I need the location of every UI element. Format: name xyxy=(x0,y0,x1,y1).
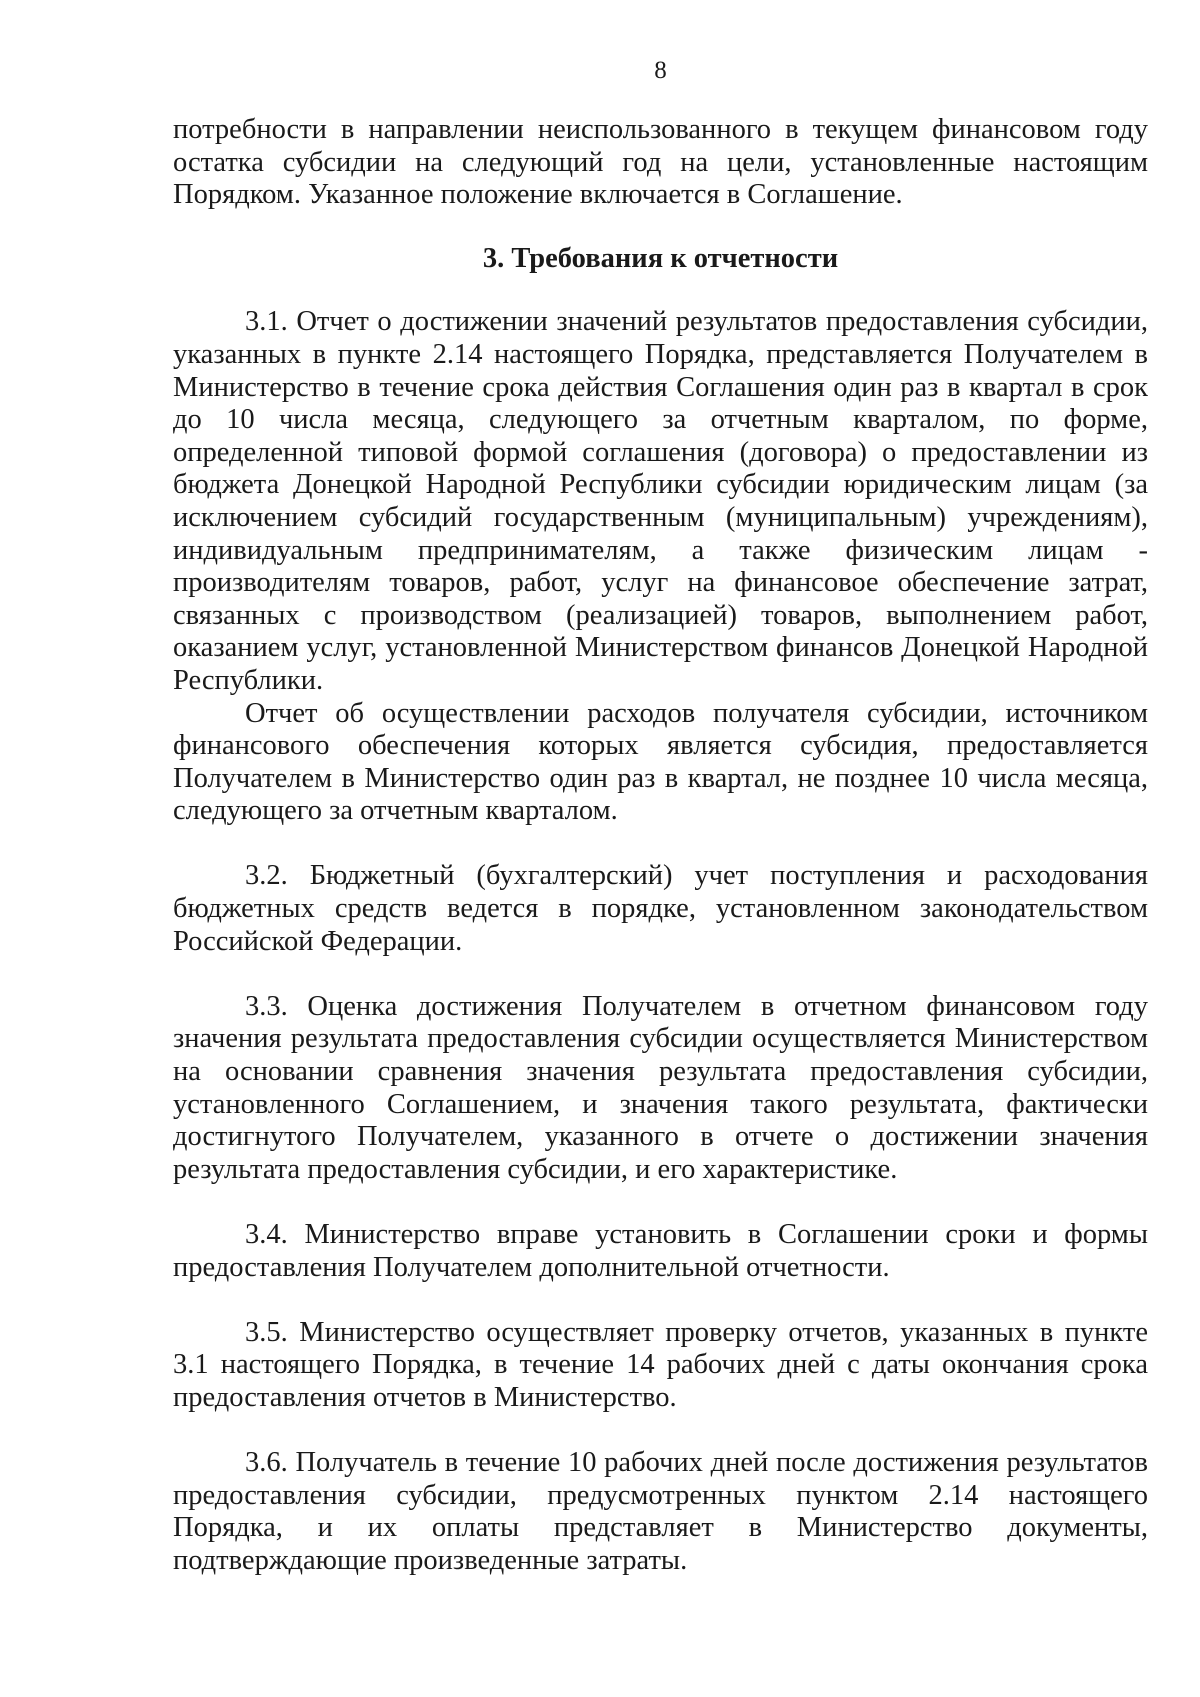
paragraph-3-4: 3.4. Министерство вправе установить в Соглашении сроки и формы предоставления Получателем дополнительной отчетности. xyxy=(173,1219,1148,1283)
paragraph-3-5: 3.5. Министерство осуществляет проверку отчетов, указанных в пункте 3.1 настоящего Порядка, в течение 14 рабочих дней с даты окончания срока предоставления отчетов в Министерство. xyxy=(173,1316,1148,1413)
paragraph-3-2: 3.2. Бюджетный (бухгалтерский) учет поступления и расходования бюджетных средств ведется в порядке, установленном законодательством Российской Федерации. xyxy=(173,860,1148,957)
intro-paragraph: потребности в направлении неиспользованного в текущем финансовом году остатка субсидии на следующий год на цели, установленные настоящим Порядком. Указанное положение включается в Соглашение. xyxy=(173,114,1148,211)
paragraph-3-3: 3.3. Оценка достижения Получателем в отчетном финансовом году значения результата предоставления субсидии осуществляется Министерством на основании сравнения значения результата предоставления субсидии, установленного Соглашением, и значения такого результата, фактически достигнутого Получателем, указанного в отчете о достижении значения результата предоставления субсидии, и его характеристике. xyxy=(173,990,1148,1185)
section-title: 3. Требования к отчетности xyxy=(482,242,839,274)
paragraph-3-1: 3.1. Отчет о достижении значений результатов предоставления субсидии, указанных в пункте 2.14 настоящего Порядка, представляется Получателем в Министерство в течение срока действия Соглашения один раз в квартал в срок до 10 числа месяца, следующего за отчетным кварталом, по форме, определенной типовой формой соглашения (договора) о предоставлении из бюджета Донецкой Народной Республики субсидии юридическим лицам (за исключением субсидий государственным (муниципальным) учреждениям), индивидуальным предпринимателям, а также физическим лицам - производителям товаров, работ, услуг на финансовое обеспечение затрат, связанных с производством (реализацией) товаров, выполнением работ, оказанием услуг, установленной Министерством финансов Донецкой Народной Республики. xyxy=(173,306,1148,696)
paragraph-3-6: 3.6. Получатель в течение 10 рабочих дней после достижения результатов предоставления субсидии, предусмотренных пунктом 2.14 настоящего Порядка, и их оплаты представляет в Министерство документы, подтверждающие произведенные затраты. xyxy=(173,1447,1148,1576)
page-number: 8 xyxy=(654,57,667,84)
document-page xyxy=(173,55,1148,1578)
paragraph-3-1-report: Отчет об осуществлении расходов получателя субсидии, источником финансового обеспечения которых является субсидия, предоставляется Получателем в Министерство один раз в квартал, не позднее 10 числа месяца, следующего за отчетным кварталом. xyxy=(173,697,1148,827)
